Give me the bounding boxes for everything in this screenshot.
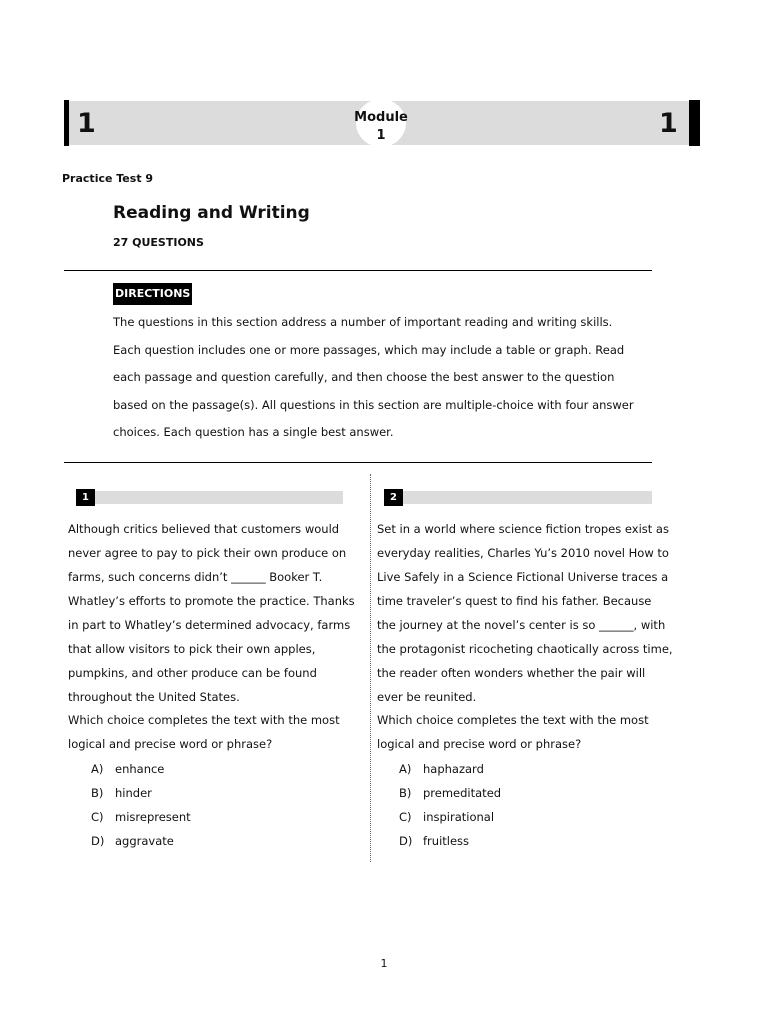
question-2-choice-d[interactable] bbox=[399, 829, 501, 853]
practice-test-label: Practice Test 9 bbox=[62, 172, 154, 185]
question-2-passage: Set in a world where science fiction tropes exist as everyday realities, Charles Yu’s 2010 novel How to Live Safely in a Science Fictional Universe traces a time traveler’s quest to find his father. Because the journey at the novel’s center is so ______, with the protagonist ricocheting chaotically across time, the reader often wonders whether the pair will ever be reunited. bbox=[377, 522, 673, 704]
choice-text: fruitless bbox=[423, 834, 470, 848]
question-1-choice-a[interactable] bbox=[91, 757, 191, 781]
divider-top bbox=[64, 270, 652, 271]
choice-letter: C) bbox=[91, 810, 104, 824]
divider-bottom bbox=[64, 462, 652, 463]
directions-text: The questions in this section address a number of important reading and writing skills. Each question includes one or more passages, which may include a table or graph. Read each passage and question carefully, and then choose the best answer to the question based on the passage(s). All questions in this section are multiple-choice with four answer choices. Each question has a single best answer. bbox=[113, 315, 634, 439]
question-2-choice-c[interactable] bbox=[399, 805, 501, 829]
question-1-header-bar bbox=[76, 491, 343, 504]
choice-text: premeditated bbox=[423, 786, 502, 800]
question-1-number: 1 bbox=[76, 489, 95, 506]
question-2-number: 2 bbox=[384, 489, 403, 506]
question-1-choice-c[interactable] bbox=[91, 805, 191, 829]
question-2-choice-a[interactable] bbox=[399, 757, 501, 781]
question-2-choices bbox=[399, 757, 501, 853]
question-2-header-bar bbox=[384, 491, 652, 504]
question-2-choice-b[interactable] bbox=[399, 781, 501, 805]
question-1-passage: Although critics believed that customers would never agree to pay to pick their own produce on farms, such concerns didn’t ______ Booker T. Whatley’s efforts to promote the practice. Thanks in part to Whatley’s determined advocacy, farms that allow visitors to pick their own apples, pumpkins, and other produce can be found throughout the United States. bbox=[68, 522, 355, 704]
directions-label: DIRECTIONS bbox=[113, 283, 192, 305]
module-number-right: 1 bbox=[659, 108, 678, 139]
question-1-prompt: Which choice completes the text with the most logical and precise word or phrase? bbox=[68, 713, 340, 751]
choice-text: enhance bbox=[115, 762, 165, 776]
module-badge-number: 1 bbox=[376, 128, 386, 143]
choice-letter: B) bbox=[91, 786, 104, 800]
question-1-choice-d[interactable] bbox=[91, 829, 191, 853]
section-title: Reading and Writing bbox=[113, 203, 310, 223]
choice-text: inspirational bbox=[423, 810, 495, 824]
choice-text: haphazard bbox=[423, 762, 484, 776]
header-left-rule bbox=[64, 100, 69, 146]
choice-text: misrepresent bbox=[115, 810, 191, 824]
header-right-rule bbox=[689, 100, 700, 146]
choice-letter: C) bbox=[399, 810, 412, 824]
choice-letter: D) bbox=[91, 834, 105, 848]
module-label: Module bbox=[354, 110, 408, 125]
column-divider bbox=[370, 474, 371, 862]
question-1-choices bbox=[91, 757, 191, 853]
choice-text: aggravate bbox=[115, 834, 174, 848]
choice-letter: A) bbox=[399, 762, 412, 776]
page-number: 1 bbox=[380, 957, 388, 970]
question-count: 27 QUESTIONS bbox=[113, 236, 204, 249]
choice-text: hinder bbox=[115, 786, 152, 800]
question-2-prompt: Which choice completes the text with the most logical and precise word or phrase? bbox=[377, 713, 649, 751]
module-number-left: 1 bbox=[77, 108, 96, 139]
choice-letter: B) bbox=[399, 786, 412, 800]
choice-letter: A) bbox=[91, 762, 104, 776]
choice-letter: D) bbox=[399, 834, 413, 848]
question-1-choice-b[interactable] bbox=[91, 781, 191, 805]
